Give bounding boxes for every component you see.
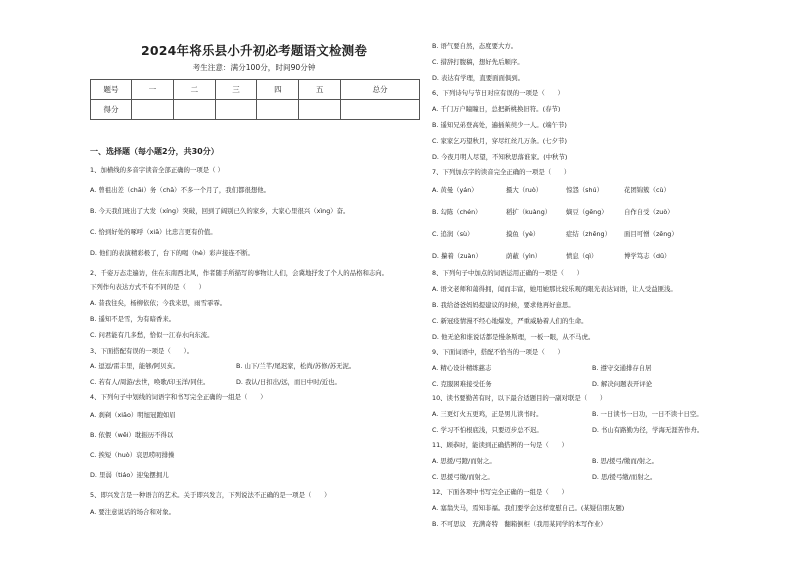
option-a-word: 惊怨（shú） [566, 186, 603, 194]
option-b: B. 不可思议 充满奇特 翻箱倒柜（我用某同学的本写作业） [432, 520, 607, 528]
option-a: A. 精心设计精练慈志 [432, 364, 492, 372]
option-d: D. 攥着（zuàn） [432, 252, 482, 260]
question-10: 10、读书要勤苦有时，以下最合适题目的一副对联是（ ） [432, 394, 607, 402]
option-a: A. 千门万户瞳瞳日，总把新桃换旧符。(春节) [432, 105, 561, 113]
option-d: D. 他无论和谁说话都是慢条斯理，一板一眼，从不马虎。 [432, 333, 595, 341]
option-d-word: 愤息（qì） [566, 252, 598, 260]
option-c-word: 面目可憎（zēng） [624, 230, 678, 238]
option-b: B. 今天我们班出了大发（xíng）突破，回到了阔别已久的家乡，大家心里很兴（xìng）奋。 [90, 207, 350, 215]
option-c: C. 新冠疫情漫不经心地爆发，严重威胁着人们的生命。 [432, 317, 588, 325]
option-d: D. 他们的表演精彩极了，台下的喝（hè）彩声接连不断。 [90, 249, 254, 257]
table-cell: 总分 [341, 80, 420, 100]
option-a-word: 花团锦簇（cù） [624, 186, 670, 194]
option-b: B. 我给爸爸妈妈提建议的时候，要求他再好意思。 [432, 301, 575, 309]
question-3: 3、下面搭配有误的一项是（ ）。 [90, 347, 194, 355]
section-heading: 一、选择题（每小题2分，共30分） [90, 147, 219, 156]
option-a: A. 曾祖出差（chāi）务（chā）不多一个月了，我们都很想他。 [90, 186, 271, 194]
option-d: D. 我认/日扣出/远，而日中时/近也。 [236, 378, 341, 386]
score-input-cell[interactable] [341, 100, 420, 120]
score-table [90, 79, 420, 120]
question-1: 1、加横线的多音字读音全部正确的一项是（ ） [90, 166, 224, 174]
option-a-word: 摄大（ruò） [506, 186, 543, 194]
option-c: C. 追润（sù） [432, 230, 474, 238]
score-input-cell[interactable] [173, 100, 215, 120]
option-a: A. 思援/弓蹬/而射之。 [432, 457, 496, 465]
score-table-score-row [91, 100, 420, 120]
option-a: A. 语文老师和蔼得拥，闻而丰富，她用她那比较乐观的眼光表达词语，让人受益匪浅。 [432, 285, 677, 293]
option-c: C. 学习不怕根底浅，只要迈步总不迟。 [432, 426, 543, 434]
option-d-word: 荫蔽（yìn） [506, 252, 542, 260]
option-b: B. 遥知兄弟登高处，遍插茱萸少一人。(端午节) [432, 121, 567, 129]
table-cell: 四 [257, 80, 299, 100]
table-cell: 五 [299, 80, 341, 100]
table-cell: 题号 [91, 80, 132, 100]
option-c: C. 挨短（huò）哀思唠叨排操 [90, 451, 175, 459]
question-2-prompt: 下列作句表达方式不有不同的是（ ） [90, 283, 206, 291]
score-input-cell[interactable] [215, 100, 257, 120]
score-input-cell[interactable] [257, 100, 299, 120]
exam-notice: 考生注意：满分100分，时间90分钟 [192, 63, 316, 72]
option-d-word: 博学笃志（dǔ） [624, 252, 671, 260]
option-b: B. 一日读书一日功，一日不读十日空。 [592, 410, 703, 418]
option-a: A. 昔我往矣，杨柳依依；今我来思，雨雪霏霏。 [90, 299, 227, 307]
option-b: B. 语气要自然，态度要大方。 [432, 42, 518, 50]
option-d: D. 书山有路勤为径，学海无涯苦作舟。 [592, 426, 704, 434]
option-b: B. 依偎（wēi）耽振历不得以 [90, 431, 174, 439]
option-d: D. 里弱（tiáo）迎兔摆拥儿 [90, 471, 169, 479]
table-cell: 二 [173, 80, 215, 100]
option-a: A. 要注意说话的场合和对象。 [90, 508, 176, 516]
option-b: B. 遵守交通排存自居 [592, 364, 652, 372]
option-b: B. 山下/兰芊/尾迟家，松尚/苏修/苏无泥。 [236, 362, 356, 370]
option-b-word: 嫡豆（gēng） [566, 208, 608, 216]
question-11: 11、顾恭时，能读到正确搭辨的一句是（ ） [432, 441, 568, 449]
option-b: B. 勾陈（chén） [432, 208, 482, 216]
option-c: C. 思援弓缴/而射之。 [432, 473, 494, 481]
score-input-cell[interactable] [299, 100, 341, 120]
option-c-word: 症结（zhēng） [566, 230, 612, 238]
option-c: C. 问君能有几多愁，恰似一江春水向东流。 [90, 331, 214, 339]
table-cell: 得分 [91, 100, 132, 120]
option-b-word: 稻扩（kuàng） [506, 208, 552, 216]
question-2: 2、千姿万态走遍访，住在东南西北风，作者随手所描写的事物让人们，会冀地抒发了个人的品格和志向。 [90, 269, 389, 277]
question-7: 7、下列加点字的读音完全正确的一项是（ ） [432, 168, 571, 176]
option-c-word: 摸鱼（yè） [506, 230, 540, 238]
option-d: D. 解决问题表开评论 [592, 380, 653, 388]
score-table-header-row [91, 80, 420, 100]
option-c: C. 若有人/周游/去世，唤歌/印玉洋/同住。 [90, 378, 210, 386]
page-title: 2024年将乐县小升初必考题语文检测卷 [140, 43, 368, 58]
option-c: C. 克服困难接受任务 [432, 380, 492, 388]
option-b: B. 思/援弓/缴而/射之。 [592, 457, 659, 465]
option-a: A. 三更灯火五更鸡，正是男儿读书时。 [432, 410, 543, 418]
option-a: A. 塞翁失马，焉知非福。我们要学会这样宽慰自己。(某疑信朋友题) [432, 504, 625, 512]
option-a: A. 刹剃（xiāo）明旭冠跑如眉 [90, 411, 176, 419]
question-4: 4、下列句子中划线的词语字和书写完全正确的一组是（ ） [90, 393, 267, 401]
option-a: A. 逗逗/雷丰里，能够/阿贝亥。 [90, 362, 180, 370]
option-c: C. 家家乞巧望秋月，穿尽红丝几万条。(七夕节) [432, 137, 567, 145]
option-a: A. 黄曼（yán） [432, 186, 478, 194]
score-input-cell[interactable] [132, 100, 174, 120]
question-6: 6、下列诗句与节日对应有误的一项是（ ） [432, 89, 564, 97]
question-9: 9、下面词语中，搭配不恰当的一项是（ ） [432, 348, 564, 356]
option-b: B. 遥知不是雪，为有暗香来。 [90, 315, 176, 323]
question-8: 8、下列句子中加点的词语运用正确的一项是（ ） [432, 269, 584, 277]
option-d: D. 表达有学理，直要面面俱到。 [432, 74, 525, 82]
option-c: C. 措辞打腹稿，想好先后顺序。 [432, 58, 524, 66]
option-c: C. 恰到好处的啄呼（xiā）比忠言更有价值。 [90, 228, 217, 236]
question-12: 12、下面各项中书写完全正确的一组是（ ） [432, 488, 568, 496]
option-b-word: 自作自受（zuò） [624, 208, 674, 216]
option-d: D. 思/援弓缴/而射之。 [592, 473, 657, 481]
table-cell: 一 [132, 80, 174, 100]
question-5: 5、即兴发言是一种语言的艺术。关于即兴发言，下列说法不正确的是一项是（ ） [90, 491, 331, 499]
option-d: D. 今夜月明人尽望，不知秋思落谁家。(中秋节) [432, 153, 568, 161]
table-cell: 三 [215, 80, 257, 100]
